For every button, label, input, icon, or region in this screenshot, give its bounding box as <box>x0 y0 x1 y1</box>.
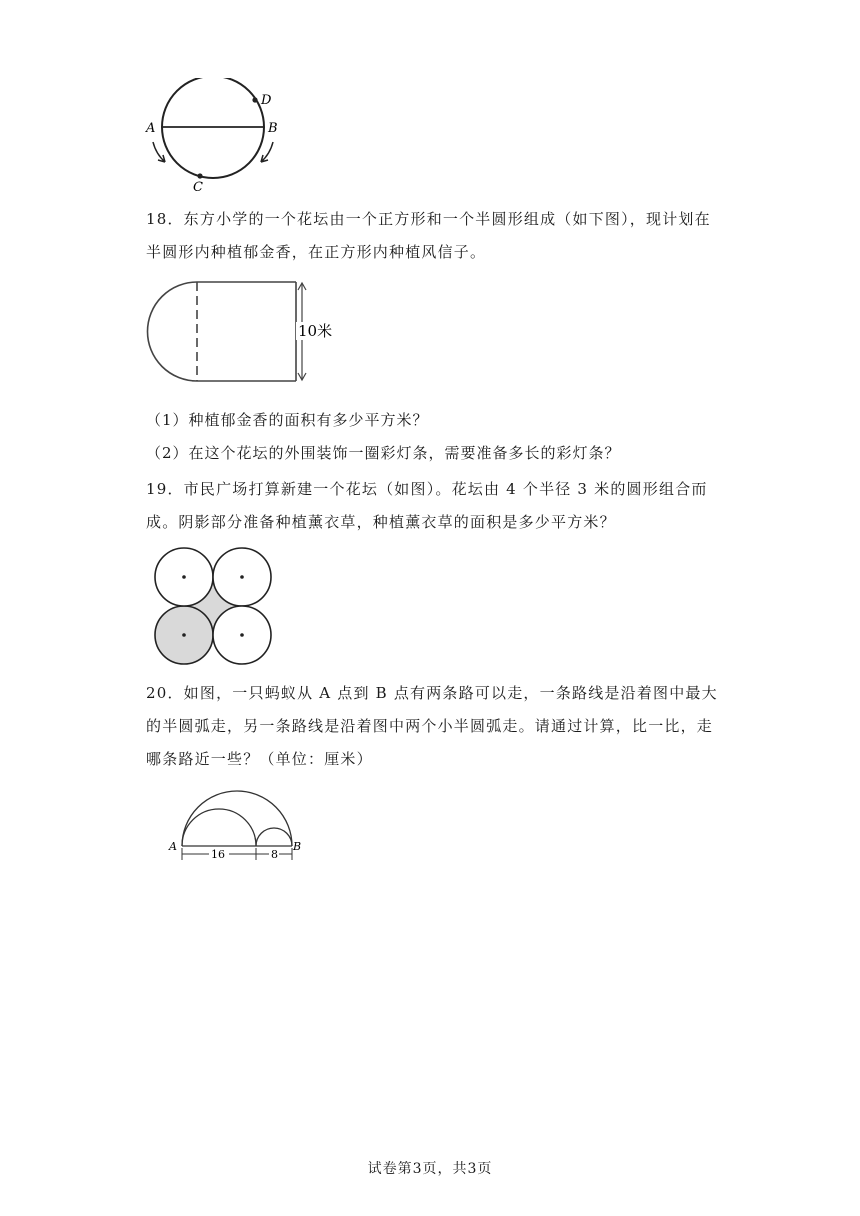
dimension-label: 10米 <box>298 322 333 340</box>
question-20-text: 20．如图，一只蚂蚁从 A 点到 B 点有两条路可以走，一条路线是沿着图中最大的半圆弧走，另一条路线是沿着图中两个小半圆弧走。请通过计算，比一比，走哪条路近一些？（单位：厘米） <box>146 684 718 768</box>
label-a: A <box>146 121 156 136</box>
circle-diagram <box>140 78 290 198</box>
label-b: B <box>293 840 302 853</box>
length-8: 8 <box>271 848 278 861</box>
four-circles-diagram <box>150 543 280 669</box>
medium-semicircle <box>182 809 256 846</box>
label-a: A <box>169 840 177 853</box>
question-18-sub1: （1）种植郁金香的面积有多少平方米？ <box>146 411 429 429</box>
question-19-text: 19．市民广场打算新建一个花坛（如图）。花坛由 4 个半径 3 米的圆形组合而成。阴影部分准备种植薰衣草，种植薰衣草的面积是多少平方米？ <box>146 480 708 531</box>
semicircle-outline <box>148 282 198 381</box>
arrow-left-arc <box>153 142 165 162</box>
label-c: C <box>193 180 203 195</box>
arrow-right-arc <box>261 142 273 162</box>
point-d <box>252 97 257 102</box>
flowerbed-diagram <box>146 278 346 388</box>
question-18-sub2: （2）在这个花坛的外围装饰一圈彩灯条，需要准备多长的彩灯条？ <box>146 444 621 462</box>
length-16: 16 <box>211 848 225 861</box>
circle-outline <box>162 78 264 178</box>
question-18-text: 18．东方小学的一个花坛由一个正方形和一个半圆形组成（如下图），现计划在半圆形内种植郁金香，在正方形内种植风信子。 <box>146 210 711 261</box>
label-b: B <box>268 121 278 136</box>
large-semicircle <box>182 791 292 846</box>
small-semicircle <box>256 828 292 846</box>
label-d: D <box>261 93 272 108</box>
semicircles-diagram <box>166 788 316 864</box>
point-c <box>197 173 202 178</box>
page-footer: 试卷第3页，共3页 <box>367 1161 493 1177</box>
